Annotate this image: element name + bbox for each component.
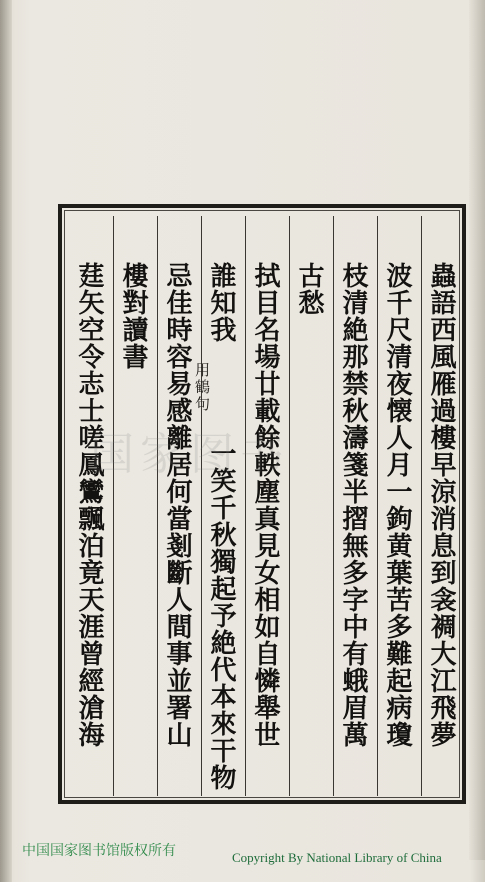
column-rule	[289, 216, 290, 796]
column-rule	[421, 216, 422, 796]
text-column-8: 樓對讀書	[118, 262, 148, 370]
text-column-4: 古愁	[294, 262, 324, 316]
text-column-5: 拭目名場廿載餘軼塵真見女相如自憐舉世	[250, 262, 280, 748]
text-column-6: 誰知我	[206, 262, 236, 343]
text-column-3: 枝清絶那禁秋濤箋半摺無多字中有蛾眉萬	[338, 262, 368, 748]
column-rule	[157, 216, 158, 796]
column-rule	[245, 216, 246, 796]
text-column-1: 蟲語西風雁過樓早涼消息到衾裯大江飛夢	[426, 262, 456, 748]
column-rule	[377, 216, 378, 796]
annotation-note: 用鶴句	[193, 362, 211, 413]
column-rule	[333, 216, 334, 796]
copyright-chinese: 中国国家图书馆版权所有	[22, 843, 176, 859]
text-column-6-continued: 一笑千秋獨起予絶代本來干物	[206, 440, 236, 791]
copyright-english: Copyright By National Library of China	[232, 850, 442, 865]
text-column-2: 波千尺清夜懐人月一鉤黄葉苦多難起病瓊	[382, 262, 412, 748]
text-column-9: 莛矢空令志士嗟鳳鸞飄泊竟天涯曾經滄海	[74, 262, 104, 748]
column-rule	[201, 216, 202, 796]
column-rule	[113, 216, 114, 796]
library-watermark: 国家图书	[90, 429, 290, 480]
book-spine-shadow	[0, 0, 12, 882]
page-edge	[469, 0, 485, 860]
text-column-7: 忌佳時容易感離居何當剗斷人間事並署山	[162, 262, 192, 748]
